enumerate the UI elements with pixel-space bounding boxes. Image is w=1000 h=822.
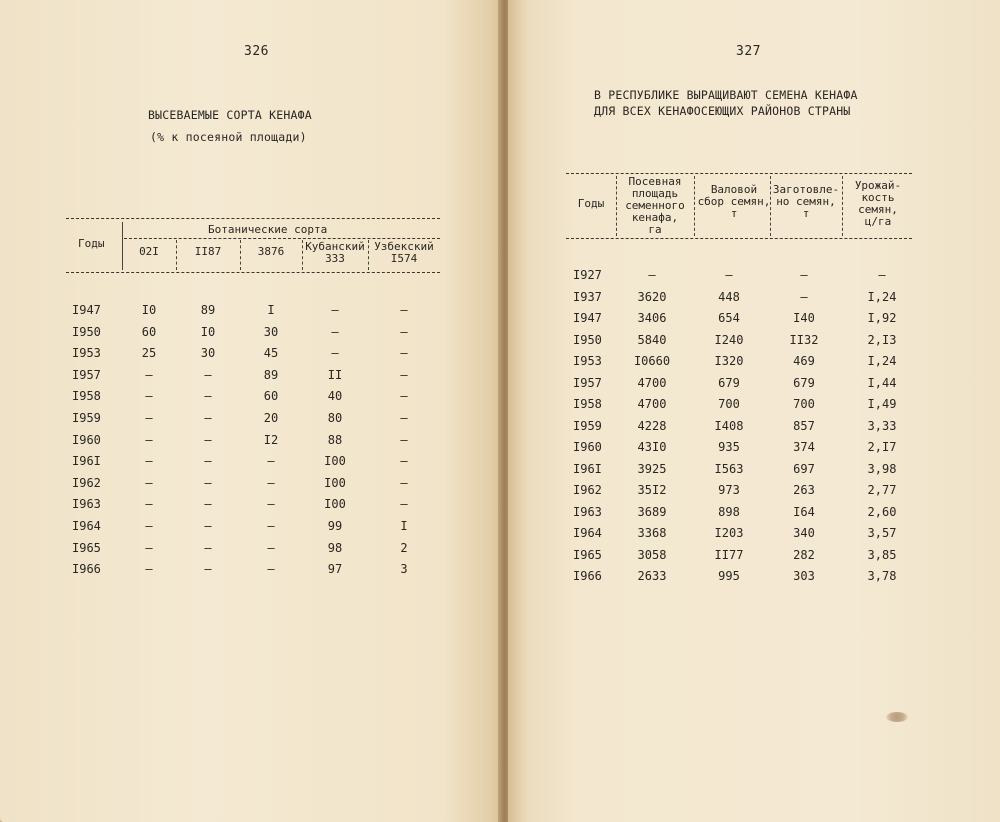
column-header: Урожай- кость семян, ц/га <box>854 179 902 228</box>
column-header: Валовой сбор семян, т <box>697 183 771 220</box>
value-cell: – <box>400 324 408 339</box>
value-cell: I <box>400 519 408 533</box>
value-cell: 3406 <box>637 311 667 325</box>
year-cell: I950 <box>573 332 602 347</box>
value-cell: – <box>267 540 275 555</box>
value-cell: 995 <box>718 569 740 583</box>
value-cell: – <box>145 540 153 555</box>
value-cell: – <box>204 519 212 533</box>
value-cell: 700 <box>718 397 740 411</box>
value-cell: – <box>331 324 339 339</box>
value-cell: – <box>145 367 153 382</box>
value-cell: 45 <box>263 346 279 361</box>
value-cell: 3,98 <box>867 461 897 476</box>
value-cell: – <box>204 540 212 555</box>
year-cell: I957 <box>72 367 101 382</box>
value-cell: 679 <box>793 375 815 390</box>
value-cell: 43I0 <box>637 440 667 454</box>
value-cell: I00 <box>324 454 346 469</box>
table-title-line1: В РЕСПУБЛИКЕ ВЫРАЩИВАЮТ СЕМЕНА КЕНАФА <box>594 88 858 102</box>
value-cell: I00 <box>324 475 346 490</box>
value-cell: 2633 <box>637 569 667 583</box>
value-cell: 30 <box>263 324 279 339</box>
year-cell: I953 <box>573 354 602 368</box>
table-rule-group <box>124 238 440 239</box>
value-cell: 857 <box>793 418 815 433</box>
year-cell: I962 <box>72 475 101 490</box>
value-cell: 282 <box>793 547 815 562</box>
column-header: Годы <box>577 197 605 210</box>
value-cell: – <box>145 432 153 447</box>
value-cell: – <box>145 519 153 533</box>
value-cell: I0 <box>141 303 157 317</box>
value-cell: – <box>267 475 275 490</box>
column-header: 3876 <box>257 245 285 258</box>
table-rule-top <box>66 218 440 219</box>
value-cell: I2 <box>263 432 279 447</box>
value-cell: – <box>331 303 339 317</box>
column-header: Кубанский 333 <box>305 240 365 265</box>
value-cell: 80 <box>327 411 343 425</box>
value-cell: – <box>204 389 212 404</box>
year-cell: I960 <box>573 440 602 454</box>
value-cell: 935 <box>718 440 740 454</box>
value-cell: 60 <box>263 389 279 404</box>
year-cell: I947 <box>72 303 101 317</box>
value-cell: I,24 <box>867 289 897 304</box>
value-cell: 30 <box>200 346 216 361</box>
table-rule-top <box>566 173 912 174</box>
year-cell: I966 <box>72 562 101 577</box>
value-cell: – <box>400 411 408 425</box>
value-cell: I,24 <box>867 354 897 368</box>
value-cell: 2,60 <box>867 504 897 519</box>
value-cell: – <box>204 562 212 577</box>
value-cell: 4228 <box>637 418 667 433</box>
value-cell: 679 <box>718 375 740 390</box>
value-cell: I64 <box>793 504 815 519</box>
value-cell: – <box>145 475 153 490</box>
value-cell: 263 <box>793 483 815 497</box>
value-cell: – <box>400 454 408 469</box>
group-column-header: Ботанические сорта <box>208 223 328 236</box>
value-cell: – <box>267 497 275 512</box>
value-cell: I320 <box>714 354 744 368</box>
value-cell: – <box>400 346 408 361</box>
value-cell: 700 <box>793 397 815 411</box>
value-cell: 20 <box>263 411 279 425</box>
paper-stain <box>886 712 908 722</box>
value-cell: 3058 <box>637 547 667 562</box>
value-cell: 3,57 <box>867 526 897 540</box>
year-cell: I959 <box>72 411 101 425</box>
column-header: II87 <box>194 245 222 258</box>
year-cell: I962 <box>573 483 602 497</box>
year-cell: I964 <box>72 519 101 533</box>
value-cell: 469 <box>793 354 815 368</box>
value-cell: – <box>145 562 153 577</box>
value-cell: 2,77 <box>867 483 897 497</box>
value-cell: 60 <box>141 324 157 339</box>
value-cell: 2,I7 <box>867 440 897 454</box>
value-cell: – <box>204 497 212 512</box>
value-cell: I0660 <box>633 354 671 368</box>
value-cell: 5840 <box>637 332 667 347</box>
year-cell: I957 <box>573 375 602 390</box>
value-cell: II77 <box>714 547 744 562</box>
value-cell: – <box>145 389 153 404</box>
year-cell: I950 <box>72 324 101 339</box>
year-cell: I937 <box>573 289 602 304</box>
value-cell: 3,33 <box>867 418 897 433</box>
year-cell: I964 <box>573 526 602 540</box>
value-cell: – <box>267 562 275 577</box>
table-title: ВЫСЕВАЕМЫЕ СОРТА КЕНАФА <box>148 108 312 122</box>
value-cell: 654 <box>718 311 740 325</box>
value-cell: 973 <box>718 483 740 497</box>
value-cell: – <box>204 367 212 382</box>
value-cell: – <box>800 268 808 282</box>
value-cell: 340 <box>793 526 815 540</box>
value-cell: – <box>400 432 408 447</box>
value-cell: 3 <box>400 562 408 577</box>
value-cell: – <box>204 411 212 425</box>
value-cell: 4700 <box>637 397 667 411</box>
value-cell: 88 <box>327 432 343 447</box>
value-cell: 3689 <box>637 504 667 519</box>
value-cell: I,49 <box>867 397 897 411</box>
column-header: Узбекский I574 <box>374 240 434 265</box>
year-cell: I927 <box>573 268 602 282</box>
value-cell: 898 <box>718 504 740 519</box>
year-cell: I959 <box>573 418 602 433</box>
value-cell: I,44 <box>867 375 897 390</box>
value-cell: 3,85 <box>867 547 897 562</box>
value-cell: – <box>145 497 153 512</box>
value-cell: – <box>204 432 212 447</box>
value-cell: – <box>331 346 339 361</box>
year-cell: I960 <box>72 432 101 447</box>
year-cell: I958 <box>72 389 101 404</box>
table-title-line2: ДЛЯ ВСЕХ КЕНАФОСЕЮЩИХ РАЙОНОВ СТРАНЫ <box>594 104 851 118</box>
value-cell: – <box>725 268 733 282</box>
value-cell: 99 <box>327 519 343 533</box>
value-cell: 89 <box>200 303 216 317</box>
column-header: 02I <box>139 245 159 258</box>
value-cell: I00 <box>324 497 346 512</box>
value-cell: 35I2 <box>637 483 667 497</box>
value-cell: 303 <box>793 569 815 583</box>
year-cell: I947 <box>573 311 602 325</box>
value-cell: – <box>145 454 153 469</box>
years-column-header: Годы <box>78 237 105 250</box>
value-cell: – <box>400 367 408 382</box>
value-cell: 3620 <box>637 289 667 304</box>
value-cell: – <box>400 497 408 512</box>
page-number: 327 <box>736 44 761 59</box>
value-cell: 3,78 <box>867 569 897 583</box>
value-cell: I,92 <box>867 311 897 325</box>
value-cell: I40 <box>793 311 815 325</box>
value-cell: – <box>878 268 886 282</box>
value-cell: 98 <box>327 540 343 555</box>
value-cell: 2 <box>400 540 408 555</box>
value-cell: – <box>267 454 275 469</box>
column-header: Посевная площадь семенного кенафа, га <box>625 175 685 236</box>
year-cell: I963 <box>72 497 101 512</box>
value-cell: – <box>400 475 408 490</box>
value-cell: 4700 <box>637 375 667 390</box>
value-cell: 697 <box>793 461 815 476</box>
value-cell: 40 <box>327 389 343 404</box>
value-cell: – <box>400 389 408 404</box>
table-rule-header-bottom <box>566 238 912 239</box>
value-cell: 97 <box>327 562 343 577</box>
value-cell: – <box>267 519 275 533</box>
year-cell: I963 <box>573 504 602 519</box>
value-cell: – <box>648 268 656 282</box>
value-cell: 89 <box>263 367 279 382</box>
year-cell: I966 <box>573 569 602 583</box>
year-cell: I965 <box>573 547 602 562</box>
value-cell: I <box>267 303 275 317</box>
year-cell: I965 <box>72 540 101 555</box>
value-cell: I240 <box>714 332 744 347</box>
value-cell: – <box>204 454 212 469</box>
value-cell: I408 <box>714 418 744 433</box>
value-cell: 3368 <box>637 526 667 540</box>
value-cell: 25 <box>141 346 157 361</box>
value-cell: II32 <box>789 332 819 347</box>
value-cell: – <box>204 475 212 490</box>
column-header: Заготовле- но семян, т <box>772 183 840 220</box>
value-cell: 448 <box>718 289 740 304</box>
value-cell: I563 <box>714 461 744 476</box>
value-cell: 3925 <box>637 461 667 476</box>
value-cell: II <box>327 367 343 382</box>
year-cell: I958 <box>573 397 602 411</box>
value-cell: I0 <box>200 324 216 339</box>
value-cell: I203 <box>714 526 744 540</box>
value-cell: – <box>400 303 408 317</box>
value-cell: 374 <box>793 440 815 454</box>
year-cell: I96I <box>72 454 101 469</box>
value-cell: – <box>800 289 808 304</box>
year-cell: I953 <box>72 346 101 361</box>
page-number: 326 <box>244 44 269 59</box>
value-cell: 2,I3 <box>867 332 897 347</box>
table-subtitle: (% к посеяной площади) <box>150 130 307 144</box>
value-cell: – <box>145 411 153 425</box>
right-page <box>508 0 1000 822</box>
year-cell: I96I <box>573 461 602 476</box>
table-rule-header-bottom <box>66 272 440 273</box>
